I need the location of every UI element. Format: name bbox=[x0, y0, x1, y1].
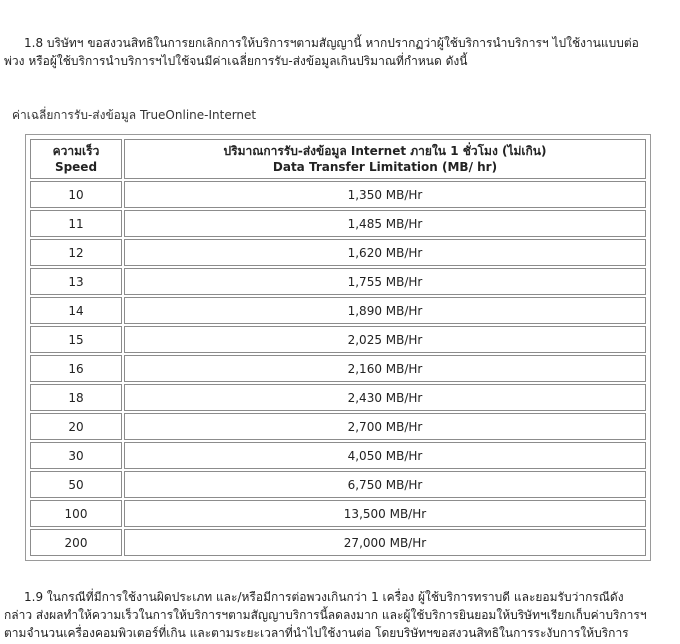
table-row bbox=[30, 268, 646, 295]
table-row bbox=[30, 326, 646, 353]
table-row bbox=[30, 181, 646, 208]
limit-cell: 1,890 MB/Hr bbox=[124, 297, 646, 324]
limit-cell: 6,750 MB/Hr bbox=[124, 471, 646, 498]
table-row bbox=[30, 529, 646, 556]
paragraph-1-9-line-3: ตามจำนวนเครื่องคอมพิวเตอร์ที่เกิน และตามระยะเวลาที่นำไปใช้งานต่อ โดยบริษัทฯขอสงวนสิทธิในการระงับการให้บริการ bbox=[4, 626, 629, 640]
limit-cell: 1,620 MB/Hr bbox=[124, 239, 646, 266]
paragraph-1-9 bbox=[4, 588, 672, 642]
speed-cell: 15 bbox=[30, 326, 122, 353]
speed-cell: 200 bbox=[30, 529, 122, 556]
paragraph-1-9-line-2: กล่าว ส่งผลทำให้ความเร็วในการให้บริการฯตามสัญญาบริการนี้ลดลงมาก และผู้ใช้บริการยินยอมให้บริษัทฯเรียกเก็บค่าบริการฯ bbox=[4, 608, 647, 622]
limit-cell: 2,160 MB/Hr bbox=[124, 355, 646, 382]
paragraph-1-8 bbox=[4, 34, 672, 70]
table-row bbox=[30, 210, 646, 237]
limit-cell: 2,430 MB/Hr bbox=[124, 384, 646, 411]
speed-cell: 11 bbox=[30, 210, 122, 237]
table-row bbox=[30, 500, 646, 527]
speed-cell: 30 bbox=[30, 442, 122, 469]
speed-cell: 20 bbox=[30, 413, 122, 440]
speed-cell: 12 bbox=[30, 239, 122, 266]
limit-cell: 2,025 MB/Hr bbox=[124, 326, 646, 353]
speed-cell: 16 bbox=[30, 355, 122, 382]
limit-cell: 1,350 MB/Hr bbox=[124, 181, 646, 208]
header-limit-thai: ปริมาณการรับ-ส่งข้อมูล Internet ภายใน 1 ชั่วโมง (ไม่เกิน) bbox=[223, 144, 547, 158]
header-speed-thai: ความเร็ว bbox=[52, 144, 100, 158]
limit-cell: 13,500 MB/Hr bbox=[124, 500, 646, 527]
data-transfer-table bbox=[28, 137, 648, 558]
header-speed bbox=[30, 139, 122, 179]
table-row bbox=[30, 442, 646, 469]
speed-cell: 14 bbox=[30, 297, 122, 324]
table-row bbox=[30, 297, 646, 324]
limit-cell: 27,000 MB/Hr bbox=[124, 529, 646, 556]
limit-cell: 1,755 MB/Hr bbox=[124, 268, 646, 295]
paragraph-1-9-line-1: 1.9 ในกรณีที่มีการใช้งานผิดประเภท และ/หรือมีการต่อพวงเกินกว่า 1 เครื่อง ผู้ใช้บริการทราบดี และยอมรับว่ากรณีดัง bbox=[24, 590, 624, 604]
table-header-row bbox=[30, 139, 646, 179]
limit-cell: 2,700 MB/Hr bbox=[124, 413, 646, 440]
speed-cell: 50 bbox=[30, 471, 122, 498]
speed-cell: 10 bbox=[30, 181, 122, 208]
speed-cell: 13 bbox=[30, 268, 122, 295]
limit-cell: 1,485 MB/Hr bbox=[124, 210, 646, 237]
header-limit bbox=[124, 139, 646, 179]
limit-cell: 4,050 MB/Hr bbox=[124, 442, 646, 469]
data-transfer-table-frame bbox=[25, 134, 651, 561]
speed-cell: 100 bbox=[30, 500, 122, 527]
table-row bbox=[30, 239, 646, 266]
paragraph-1-8-line-1: 1.8 บริษัทฯ ขอสงวนสิทธิในการยกเลิกการให้บริการฯตามสัญญานี้ หากปรากฏว่าผู้ใช้บริการนำบริการฯ ไปใช้งานแบบต่อ bbox=[24, 36, 639, 50]
header-speed-english: Speed bbox=[54, 160, 98, 174]
table-row bbox=[30, 413, 646, 440]
table-row bbox=[30, 471, 646, 498]
header-limit-english: Data Transfer Limitation (MB/ hr) bbox=[272, 160, 498, 174]
speed-cell: 18 bbox=[30, 384, 122, 411]
table-row bbox=[30, 355, 646, 382]
table-row bbox=[30, 384, 646, 411]
paragraph-1-8-line-2: พ่วง หรือผู้ใช้บริการนำบริการฯไปใช้จนมีค่าเฉลี่ยการรับ-ส่งข้อมูลเกินปริมาณที่กำหนด ดังนี้ bbox=[4, 54, 468, 68]
table-caption: ค่าเฉลี่ยการรับ-ส่งข้อมูล TrueOnline-Internet bbox=[12, 108, 257, 122]
